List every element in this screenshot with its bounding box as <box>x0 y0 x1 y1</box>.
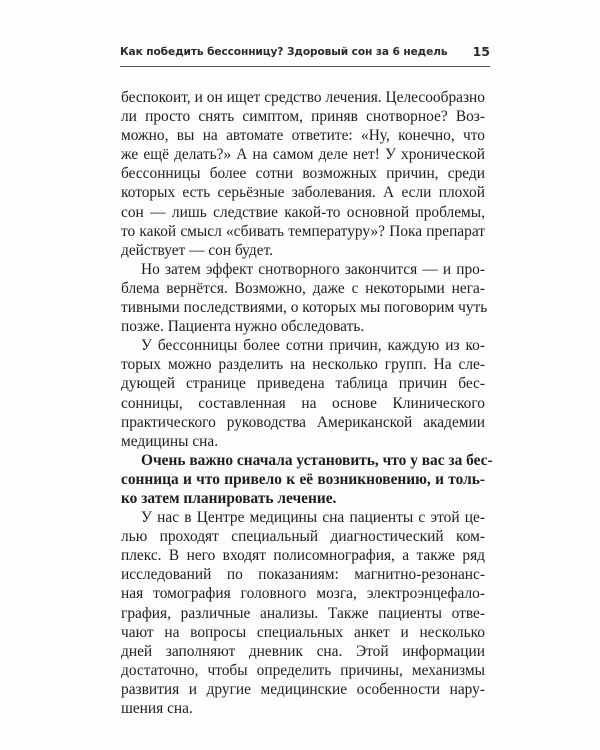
running-head-title: Как победить бессонницу? Здоровый сон за 6 недель <box>120 46 448 58</box>
paragraph <box>121 88 485 260</box>
text-line: медицины сна. <box>121 432 219 450</box>
text-line: можно, вы на автомате ответите: «Ну, конечно, что <box>121 127 485 145</box>
paragraph <box>121 260 488 336</box>
text-line: блема вернётся. Возможно, даже с некоторыми нега- <box>121 279 485 297</box>
text-line: Очень важно сначала установить, что у вас за бес- <box>141 451 493 469</box>
text-line: ли просто снять симптом, приняв снотворное? Воз- <box>121 108 485 126</box>
paragraph-emphasis <box>121 451 493 508</box>
header-rule <box>120 66 490 67</box>
text-line: же ещё делать?» А на самом деле нет! У хронической <box>121 146 485 164</box>
text-line: достаточно, чтобы определить причины, механизмы <box>121 661 485 679</box>
text-line: сонницы, составленная на основе Клинического <box>121 394 485 412</box>
text-line: плекс. В него входят полисомнография, а также ряд <box>121 547 485 565</box>
paragraph <box>121 336 485 451</box>
text-line: У бессонницы более сотни причин, каждую из ко- <box>141 337 485 355</box>
text-line: беспокоит, и он ищет средство лечения. Целесообразно <box>121 89 485 106</box>
text-line: сон — лишь следствие какой-то основной проблемы, <box>121 203 485 221</box>
page-number: 15 <box>472 44 490 59</box>
text-line: развития и другие медицинские особенности нару- <box>121 680 485 698</box>
text-line: сонница и что привело к её возникновению, и толь- <box>121 470 485 488</box>
text-line: исследований по показаниям: магнитно-резонанс- <box>121 566 485 584</box>
text-line: дней заполняют дневник сна. Этой информации <box>121 642 485 660</box>
text-line: У нас в Центре медицины сна пациенты с этой це- <box>141 509 485 527</box>
text-line: действует — сон будет. <box>121 241 273 259</box>
text-line: лью проходят специальный диагностический ком- <box>121 528 485 546</box>
text-line: торых можно разделить на несколько групп. На сле- <box>121 356 485 374</box>
text-line: бессонницы более сотни возможных причин, среди <box>121 165 485 183</box>
text-line: чают на вопросы специальных анкет и несколько <box>121 623 485 641</box>
text-line: позже. Пациента нужно обследовать. <box>121 318 365 336</box>
text-line: Но затем эффект снотворного закончится — и про- <box>141 260 485 278</box>
text-line: практического руководства Американской академии <box>121 413 485 431</box>
body-text <box>121 88 493 718</box>
text-line: графия, различные анализы. Также пациенты отве- <box>121 604 485 622</box>
text-line: шения сна. <box>121 700 193 717</box>
text-line: ная томография головного мозга, электроэнцефало- <box>121 585 485 603</box>
text-line: то какой смысл «сбивать температуру»? Пока препарат <box>121 222 485 240</box>
text-line: дующей странице приведена таблица причин бес- <box>121 375 485 393</box>
text-line: ко затем планировать лечение. <box>121 489 337 507</box>
text-line: которых есть серьёзные заболевания. А если плохой <box>121 184 485 202</box>
paragraph <box>121 508 485 718</box>
text-line: тивными последствиями, о которых мы поговорим чуть <box>121 299 488 317</box>
